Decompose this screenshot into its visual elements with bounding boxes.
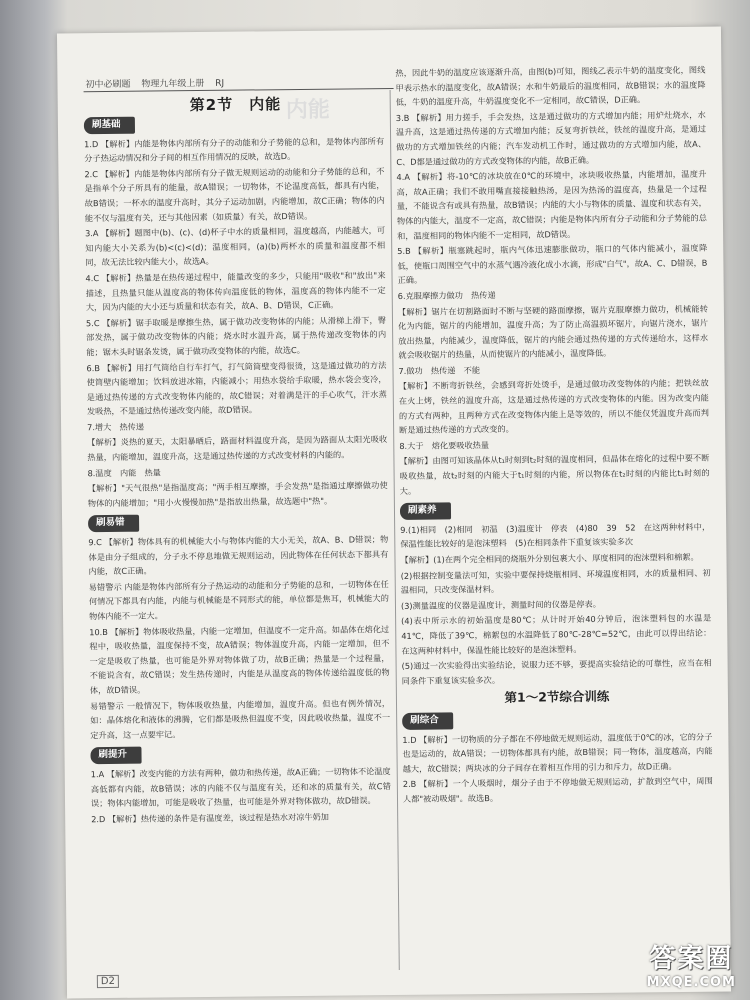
section-mistake: 刷易错 xyxy=(88,515,139,532)
answer-item: 7.做功 热传递 不能 xyxy=(398,364,481,376)
answer-item: 【解析】不断弯折铁丝，会感到弯折处烫手，是通过做功改变物体的内能；把铁丝放在火上烤，铁丝的温度升高，这是通过热传递的方式改变物体的内能。因为改变内能的方式有两种，且两种方式在改变物体内能上是等效的，所以不能仅凭温度升高而判断是通过热传递的方式改变的。 xyxy=(398,378,710,436)
site-watermark-logo xyxy=(647,938,736,990)
improve-answers xyxy=(91,764,392,827)
comprehensive-title: 第1～2节综合训练 xyxy=(504,689,610,706)
page-title: 第2节 内能 xyxy=(189,95,282,115)
answer-item: 10.B 【解析】物体吸收热量，内能一定增加，但温度不一定升高。如晶体在熔化过程中，吸收热量，温度保持不变，故A错误；物体温度升高，内能一定增加，但不一定是吸收了热量，也可能是外界对物体做了功，故B正确；热量是一个过程量，不能说含有，故C错误；发生热传递时，内能是从温度高的物体传递给温度低的物体，故D错误。 xyxy=(89,623,390,696)
book-page xyxy=(57,27,731,999)
answer-item: 7.增大 热传递 xyxy=(87,421,145,433)
page-header xyxy=(85,76,232,91)
answer-item: 3.B 【解析】用力搓手，手会发热，这是通过做功的方式增加内能；用炉灶烧水，水温升高，这是通过热传递的方式增加内能；反复弯折铁丝，铁丝的温度升高，是通过做功的方式增加铁丝的内能；汽车发动机工作时，通过做功的方式增加内能，故A、C、D都是通过做功的方式改变物体的内能，故B正确。 xyxy=(395,109,707,167)
answer-item: 2.D 【解析】热传递的条件是有温度差，该过程是热水对凉牛奶加 xyxy=(91,811,330,824)
answer-item: (5)通过一次实验得出实验结论，说服力还不够，要提高实验结论的可靠性，应当在相同条件下重复该实验多次。 xyxy=(401,657,712,686)
answer-item: 【解析】由图可知该晶体从t₁时刻到t₂时刻的温度相同，但晶体在熔化的过程中要不断吸收热量，故t₂时刻的内能大于t₁时刻的内能，所以物体在t₂时刻的内能比t₁时刻的大。 xyxy=(399,453,710,496)
answer-item: 5.C 【解析】锯手取暖是摩擦生热，属于做功改变物体的内能；从滑梯上滑下，臀部发热，属于做功改变物体的内能；烧水时水温升高，属于热传递改变物体的内能；锯木头时锯条发烫，属于做功改变物体的内能，故选C。 xyxy=(85,314,387,358)
answer-item: 【解析】锯片在切割路面时不断与坚硬的路面摩擦，锯片克服摩擦力做功，机械能转化为内能，锯片的内能增加，温度升高；为了防止高温损坏锯片，向锯片浇水，锯片放出热量，内能减少，温度降低，锯片的内能会通过热传递的方式传递给水，这样水就会吸收锯片的热量，从而使锯片的内能减小，温度降低。 xyxy=(397,303,709,361)
answer-item: 易错警示 一般情况下，物体吸收热量，内能增加，温度升高。但也有例外情况，如：晶体熔化和液体的沸腾，它们都是吸热但温度不变，因此吸收热量，温度不一定升高，这一点要牢记。 xyxy=(89,697,391,740)
answer-item: (4)表中所示水的初始温度是80℃；从计时开始40分钟后，泡沫塑料包的水温是41℃，降低了39℃，棉絮包的水温降低了80℃-28℃=52℃，由此可以得出结论：在这两种材料中，保温性能比较好的是泡沫塑料。 xyxy=(401,613,712,656)
answer-item: 1.A 【解析】改变内能的方法有两种，做功和热传递，故A正确；一切物体不论温度高低都有内能，故B错误；冰的内能不仅与温度有关，还和冰的质量有关，故C错误；物体内能增加，可能是吸收了热量，也可能是外界对物体做功，故D错误。 xyxy=(90,765,391,809)
basic-answers xyxy=(84,134,388,511)
answer-item: 6.B 【解析】用打气筒给自行车打气，打气筒筒壁变得很烫，这是通过做功的方法使筒壁内能增加；饮料放进冰箱，内能减小；用热水袋给手取暖，热水袋会变冷，是通过热传递的方式改变物体内能的，故C错误；对着满是汗的手心吹气，汗水蒸发吸热，不是通过热传递改变内能，故D错误。 xyxy=(86,359,387,417)
edition-label: RJ xyxy=(215,78,225,89)
logo-line1: 答案圈 xyxy=(649,944,734,974)
section-comprehensive: 刷综合 xyxy=(402,712,453,729)
answer-item: 【解析】炎热的夏天，太阳暴晒后，路面材料温度升高，是因为路面从太阳光吸收热量，内能增加，温度升高，这是通过热传递的方式改变材料的内能的。 xyxy=(87,434,388,463)
answer-item: 1.D 【解析】内能是物体内部所有分子的动能和分子势能的总和，是物体内部所有分子热运动情况和分子间的相互作用情况的反映，故选D。 xyxy=(84,135,385,164)
faint-watermark-text: 内能 xyxy=(285,97,330,124)
answer-item: 【解析】"天气很热"是指温度高；"两手相互摩擦，手会发热"是指通过摩擦做功使物体的内能增加；"用小火慢慢加热"是指放出热量，故选题中"热"。 xyxy=(87,480,388,509)
answer-item: 3.A 【解析】题图中(b)、(c)、(d)杯子中水的质量相同，温度越高，内能越大，可知内能大小关系为(b)<(c)<(d)；温度相同，(a)(b)两杯水的质量和温度都不相同，故无法比较内能大小，故选A。 xyxy=(85,225,386,268)
page-number: D2 xyxy=(97,975,119,988)
answer-item: 8.温度 内能 热量 xyxy=(87,467,161,478)
answer-item: 4.C 【解析】热量是在热传递过程中，能量改变的多少，只能用"吸收"和"放出"来描述，且热量只能从温度高的物体传向温度低的物体，温度高的物体内能不一定大，因为内能的大小还与质量和状态有关，故A、B、D错误，C正确。 xyxy=(85,270,386,313)
answer-item: 8.大于 熔化要吸收热量 xyxy=(399,439,490,451)
logo-line2: MXQE.COM xyxy=(646,975,736,990)
answer-item: 5.B 【解析】瓶塞跳起时，瓶内气体迅速膨胀做功，瓶口的气体内能减小，温度降低，使瓶口周围空气中的水蒸气遇冷液化成小水滴，形成"白气"，故A、C、D错误，B正确。 xyxy=(397,242,708,286)
left-column xyxy=(84,110,391,827)
section-improve: 刷提升 xyxy=(90,747,141,764)
series-name: 初中必刷题 xyxy=(85,79,131,91)
answer-item: 2.C 【解析】内能是物体内部所有分子做无规则运动的动能和分子势能的总和，不是指单个分子所具有的能量，故A错误；一切物体，不论温度高低，都具有内能，故B错误；一杯水的温度升高时，其分子运动加剧，内能增加，故C正确；物体的内能不仅与温度有关，还与其他因素（如质量）有关，故D错误。 xyxy=(84,165,385,223)
mistake-answers xyxy=(88,532,390,742)
answer-item: (3)测量温度的仪器是温度计，测量时间的仪器是停表。 xyxy=(400,598,601,611)
answer-item: (2)根据控制变量法可知，实验中要保持烧瓶相同、环境温度相同，水的质量相同、初温相同，只改变保温材料。 xyxy=(400,567,711,596)
continued-answers xyxy=(395,63,710,498)
answer-item: 1.D 【解析】一切物质的分子都在不停地做无规则运动，温度低于0℃的冰，它的分子也是运动的，故A错误；一切物体都具有内能，故B错误；同一物体，温度越高，内能越大，故C错误；两块冰的分子间存在着相互作用的引力和斥力，故D正确。 xyxy=(402,731,713,774)
answer-item: 2.B 【解析】一个人吸烟时，烟分子由于不停地做无规则运动，扩散到空气中，周围人都"被动吸烟"。故选B。 xyxy=(402,775,713,804)
answer-item: 热，因此牛奶的温度应该逐渐升高，由图(b)可知，图线乙表示牛奶的温度变化，图线甲表示热水的温度变化，故A错误；水和牛奶最后的温度相同，故B错误；水的温度降低，牛奶的温度升高，牛奶温度变化不一定相同，故C错误，D正确。 xyxy=(395,64,706,108)
comprehensive-answers xyxy=(402,729,713,806)
section-basic: 刷基础 xyxy=(84,117,135,134)
quality-answers xyxy=(400,520,712,689)
answer-item: 9.C 【解析】物体具有的机械能大小与物体内能的大小无关，故A、B、D错误；物体是由分子组成的，分子永不停息地做无规则运动，因此物体在任何状态下都具有内能，故C正确。 xyxy=(88,534,389,577)
answer-item: 4.A 【解析】将-10℃的冰块放在0℃的环境中，冰块吸收热量，内能增加，温度升高，故A正确；我们不敢用嘴直接接触热汤，是因为热汤的温度高，热量是一个过程量，不能说含有或具有热量，故B错误；内能的大小与物体的质量、温度和状态有关，物体的内能大，温度不一定高，故C错误；内能是物体内所有分子动能和分子势能的总和，温度相同的物体内能不一定相同，故D错误。 xyxy=(396,168,707,241)
answer-item: 易错警示 内能是物体内部所有分子热运动的动能和分子势能的总和，一切物体在任何情况下都具有内能，内能与机械能是不同形式的能，单位都是焦耳，机械能大的物体内能不一定大。 xyxy=(88,578,389,622)
subject-name: 物理九年级上册 xyxy=(141,78,205,90)
section-quality: 刷素养 xyxy=(400,503,451,520)
answer-item: 9.(1)相同 (2)相同 初温 (3)温度计 停表 (4)80 39 52 在这两种材料中，保温性能比较好的是泡沫塑料 (5)在相同条件下重复该实验多次 xyxy=(400,521,711,550)
answer-item: 6.克服摩擦力做功 热传递 xyxy=(397,289,496,301)
right-column xyxy=(395,63,713,808)
answer-item: 【解析】(1)在两个完全相同的烧瓶外分别包裹大小、厚度相同的泡沫塑料和棉絮。 xyxy=(400,551,699,565)
